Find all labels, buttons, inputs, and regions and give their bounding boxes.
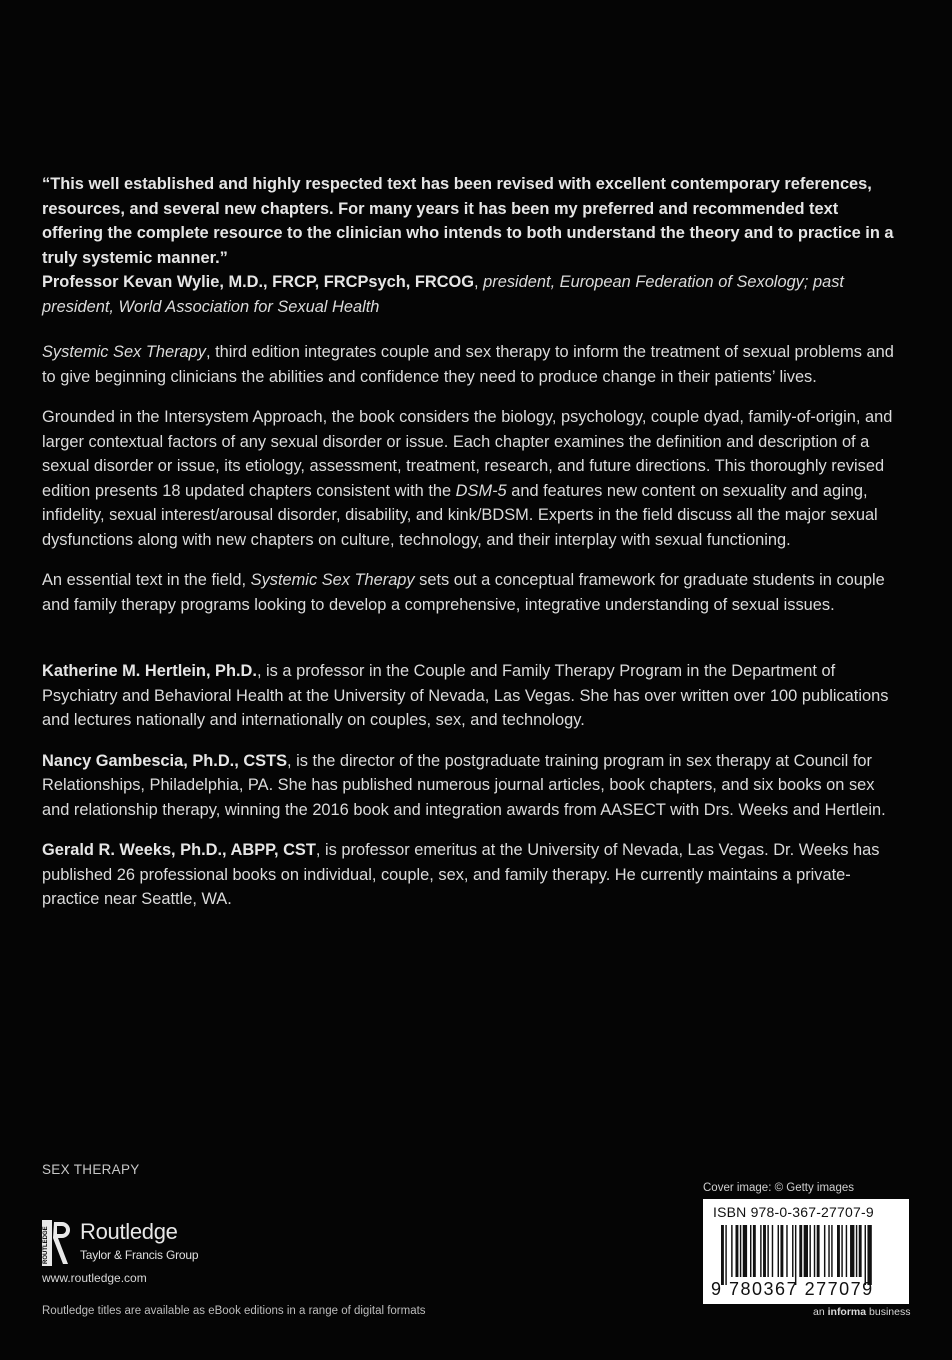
barcode-bar [721, 1225, 724, 1285]
barcode-bar [736, 1225, 739, 1277]
barcode-bar [846, 1225, 847, 1277]
routledge-logo [42, 1220, 262, 1268]
barcode-bar [828, 1225, 829, 1277]
back-cover-text [42, 172, 902, 928]
barcode-bar [753, 1225, 756, 1277]
barcode-bar [786, 1225, 787, 1277]
author-name: Nancy Gambescia, Ph.D., CSTS [42, 751, 288, 770]
barcode-bar [795, 1225, 796, 1285]
barcode-bar [804, 1225, 808, 1277]
publisher-website[interactable]: www.routledge.com [42, 1271, 147, 1285]
barcode-bar [814, 1225, 815, 1277]
barcode-bar [865, 1225, 866, 1285]
routledge-logo-icon [42, 1220, 70, 1266]
endorsement-quote: “This well established and highly respected text has been revised with excellent contemporary references, resources, and several new chapters. For many years it has been my preferred and recommended text offering the complete resource to the clinician who intends to both understand the theory and to practice in a truly systemic manner.” [42, 175, 894, 267]
barcode-bar [856, 1225, 857, 1277]
barcode-bar [772, 1225, 773, 1277]
quote-author-role: president, European Federation of Sexology; past president, World Association for Sexual Health [42, 273, 844, 316]
barcode-bar [824, 1225, 825, 1277]
publisher-name: Routledge [80, 1219, 178, 1244]
isbn-barcode [703, 1199, 909, 1304]
barcode-bar [867, 1225, 871, 1285]
series-label: SEX THERAPY [42, 1162, 140, 1177]
quote-attribution [42, 270, 902, 319]
barcode-bar [760, 1225, 761, 1277]
barcode-bar [750, 1225, 751, 1277]
barcode-bar [740, 1225, 741, 1277]
svg-text:ROUTLEDGE: ROUTLEDGE [43, 1226, 49, 1264]
author-name: Katherine M. Hertlein, Ph.D. [42, 662, 257, 680]
ebook-note: Routledge titles are available as eBook editions in a range of digital formats [42, 1305, 426, 1317]
description-paragraph-2: Grounded in the Intersystem Approach, the book considers the biology, psychology, couple dyad, family-of-origin, and larger contextual factors of any sexual disorder or issue. Each chapter examines the definition and description of a sexual disorder or issue, its etiology, assessment, treatment, research, and future directions. This thoroughly revised edition presents 18 updated chapters consistent with the DSM-5 and features new content on sexuality and aging, infidelity, sexual interest/arousal disorder, disability, and kink/BDSM. Experts in the field discuss all the major sexual dysfunctions along with new chapters on culture, technology, and their interplay with sexual functioning. [42, 408, 893, 549]
dsm-title: DSM-5 [455, 481, 507, 500]
barcode-bar [792, 1225, 793, 1277]
barcode-bar [841, 1225, 842, 1277]
barcode-bar [831, 1225, 832, 1277]
informa-business-label: an informa business [813, 1306, 911, 1318]
barcode-bar [859, 1225, 862, 1277]
cover-image-credit: Cover image: © Getty images [703, 1182, 854, 1194]
description-paragraph-1: Systemic Sex Therapy, third edition integrates couple and sex therapy to inform the treatment of sexual problems and to give beginning clinicians the abilities and confidence they need to produce change in their patients’ lives. [42, 343, 894, 386]
author-bio: Gerald R. Weeks, Ph.D., ABPP, CST, is professor emeritus at the University of Nevada, Las Vegas. Dr. Weeks has published 26 professional books on individual, couple, sex, and family therapy. He currently maintains a private-practice near Seattle, WA. [42, 841, 880, 908]
barcode-bar [817, 1225, 820, 1277]
barcode-bar [743, 1225, 747, 1277]
barcode-bar [780, 1225, 783, 1277]
author-name: Gerald R. Weeks, Ph.D., ABPP, CST [42, 841, 316, 859]
quote-separator: , [474, 273, 484, 291]
barcode-bar [778, 1225, 779, 1277]
publisher-group: Taylor & Francis Group [80, 1248, 199, 1262]
barcode-bar [799, 1225, 802, 1277]
barcode-bar [837, 1225, 840, 1277]
author-bio: Katherine M. Hertlein, Ph.D., is a professor in the Couple and Family Therapy Program in the Department of Psychiatry and Behavioral Health at the University of Nevada, Las Vegas. She has over written over 100 publications and lectures nationally and internationally on couples, sex, and technology. [42, 662, 889, 729]
book-title: Systemic Sex Therapy [250, 571, 415, 589]
quote-author: Professor Kevan Wylie, M.D., FRCP, FRCPsych, FRCOG [42, 273, 475, 291]
author-bio: Nancy Gambescia, Ph.D., CSTS, is the director of the postgraduate training program in sex therapy at Council for Relationships, Philadelphia, PA. She has published numerous journal articles, book chapters, and six books on sex and relationship therapy, winning the 2016 book and integration awards from AASECT with Drs. Weeks and Hertlein. [42, 751, 886, 819]
barcode-bar [809, 1225, 810, 1277]
description-paragraph-3: An essential text in the field, Systemic Sex Therapy sets out a conceptual framework for graduate students in couple and family therapy programs looking to develop a comprehensive, integrative understanding of sexual issues. [42, 571, 885, 614]
barcode-bar [767, 1225, 768, 1277]
isbn-label: ISBN 978-0-367-27707-9 [713, 1204, 874, 1220]
barcode-bar [731, 1225, 732, 1277]
barcode-digits: 9 780367 277079 [711, 1279, 874, 1299]
barcode-bar [725, 1225, 726, 1285]
barcode-bar [850, 1225, 854, 1277]
barcode-bar [763, 1225, 766, 1277]
book-title: Systemic Sex Therapy [42, 343, 206, 361]
